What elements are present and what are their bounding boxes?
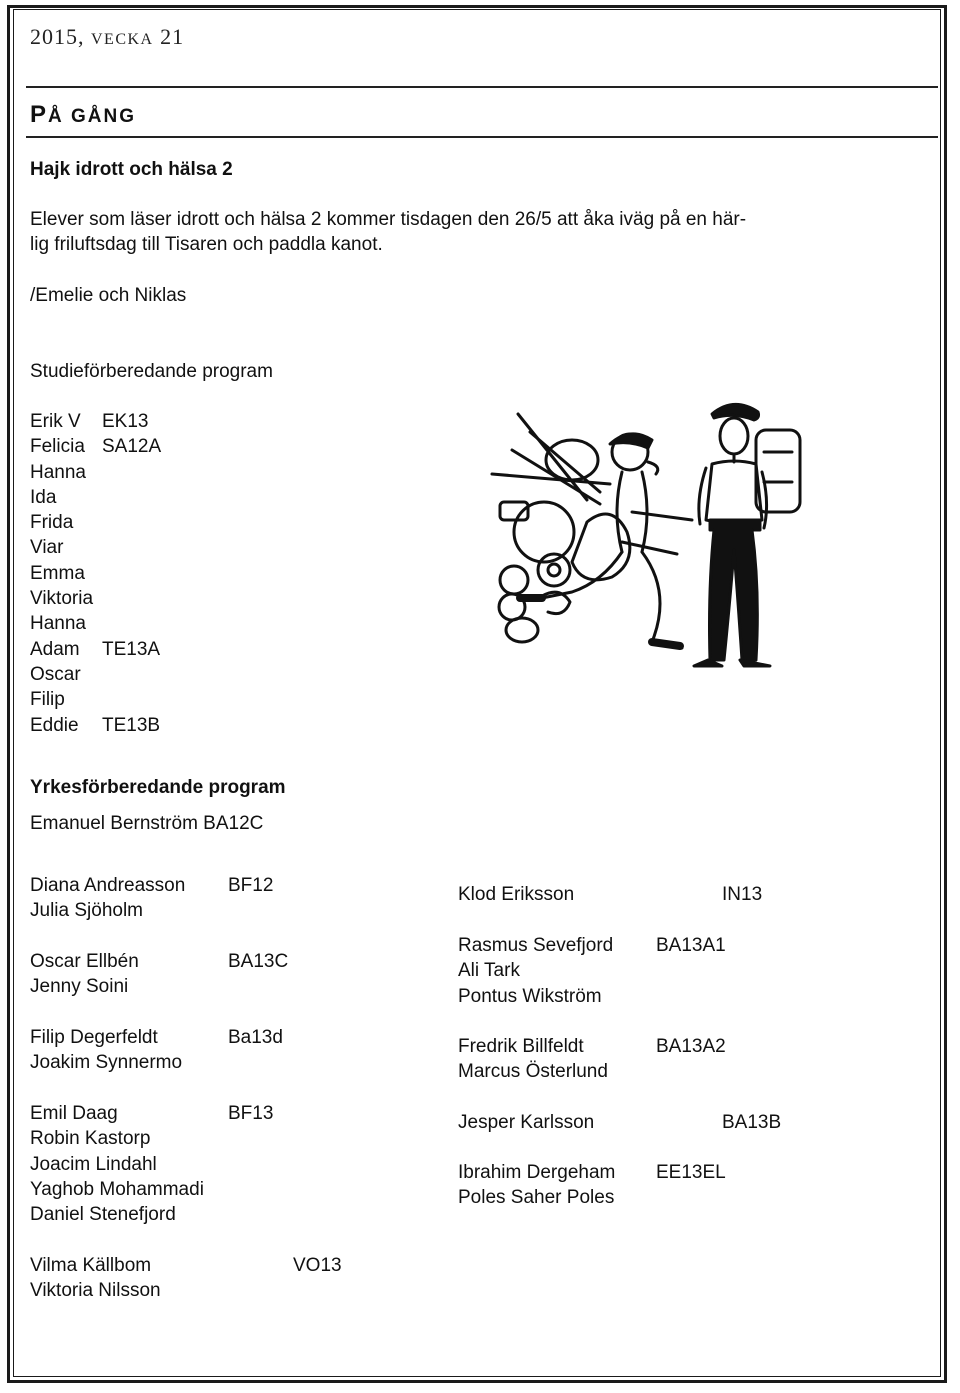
student-name: Filip (30, 689, 65, 711)
hikers-cartoon-icon (472, 392, 816, 682)
class-code: TE13B (102, 714, 161, 736)
article-body-line-1: Elever som läser idrott och hälsa 2 kommer tisdagen den 26/5 att åka iväg på en här- (30, 209, 747, 230)
student-name: Ida (30, 486, 57, 508)
studie-row (30, 687, 330, 712)
class-code: BA13A1 (656, 935, 726, 956)
studie-row (30, 535, 330, 560)
studie-row (30, 713, 330, 738)
class-code: SA12A (102, 436, 162, 458)
article-heading: Hajk idrott och hälsa 2 (30, 159, 233, 180)
section-title-rest: Å GÅNG (48, 106, 137, 127)
class-code: Ba13d (228, 1027, 283, 1048)
student-name: Viktoria (30, 588, 94, 610)
studie-row (30, 662, 330, 687)
student-name: Filip Degerfeldt (30, 1027, 158, 1048)
studie-row (30, 611, 330, 636)
student-name: Rasmus Sevefjord (458, 935, 614, 956)
studie-row (30, 586, 330, 611)
student-name: Vilma Källbom (30, 1255, 152, 1276)
studie-row (30, 485, 330, 510)
studie-row (30, 460, 330, 485)
week-number: 21 (153, 24, 185, 49)
class-code: TE13A (102, 638, 161, 660)
student-name: Oscar (30, 663, 81, 685)
week-label: VECKA (91, 31, 154, 48)
class-code: BA13C (228, 951, 289, 972)
student-name: Adam (30, 638, 80, 660)
studie-heading: Studieförberedande program (30, 361, 273, 382)
student-name: Hanna (30, 613, 86, 635)
student-name: Eddie (30, 714, 79, 736)
student-name: Hanna (30, 461, 86, 483)
year-text: 2015, (30, 24, 91, 49)
class-code: VO13 (293, 1255, 342, 1276)
student-name: Diana Andreasson (30, 875, 186, 896)
title-rule-bottom (26, 136, 938, 138)
section-title-initial: P (30, 101, 49, 128)
yrkes-heading: Yrkesförberedande program (30, 777, 286, 798)
student-name: Emma (30, 562, 85, 584)
class-code: IN13 (722, 884, 763, 905)
student-name: Joakim Synnermo (30, 1052, 183, 1074)
student-name: Julia Sjöholm (30, 900, 143, 922)
student-name: Viar (30, 537, 64, 559)
article-signature: /Emelie och Niklas (30, 285, 187, 306)
studie-row (30, 637, 330, 662)
class-code: BF12 (228, 875, 274, 896)
student-name: Erik V (30, 411, 81, 432)
yrkes-first-line: Emanuel Bernström BA12C (30, 813, 264, 834)
student-name: Emil Daag (30, 1103, 118, 1124)
class-code: EK13 (102, 411, 149, 432)
student-name: Fredrik Billfeldt (458, 1036, 584, 1057)
studie-row (30, 510, 330, 535)
student-name: Robin Kastorp (30, 1128, 151, 1150)
student-name: Ali Tark (458, 960, 520, 982)
student-name: Klod Eriksson (458, 884, 575, 905)
student-name: Marcus Österlund (458, 1061, 608, 1083)
studie-name-list (30, 409, 330, 738)
student-name: Pontus Wikström (458, 985, 602, 1007)
student-name: Yaghob Mohammadi (30, 1178, 204, 1200)
student-name: Oscar Ellbén (30, 951, 139, 972)
title-rule-top (26, 86, 938, 88)
class-code: BA13A2 (656, 1036, 726, 1057)
student-name: Ibrahim Dergeham (458, 1162, 616, 1183)
student-name: Viktoria Nilsson (30, 1280, 161, 1302)
student-name: Frida (30, 512, 74, 534)
class-code: BA13B (722, 1112, 782, 1133)
student-name: Daniel Stenefjord (30, 1204, 176, 1226)
studie-row (30, 409, 330, 434)
student-name: Poles Saher Poles (458, 1187, 615, 1209)
class-code: EE13EL (656, 1162, 726, 1183)
class-code: BF13 (228, 1103, 274, 1124)
article-body-line-2: lig friluftsdag till Tisaren och paddla kanot. (30, 234, 383, 255)
student-name: Jenny Soini (30, 976, 129, 998)
student-name: Jesper Karlsson (458, 1112, 595, 1133)
studie-row (30, 561, 330, 586)
section-title (30, 101, 136, 129)
week-header (30, 24, 184, 50)
studie-row (30, 434, 330, 459)
student-name: Joacim Lindahl (30, 1153, 157, 1175)
student-name: Felicia (30, 436, 85, 458)
